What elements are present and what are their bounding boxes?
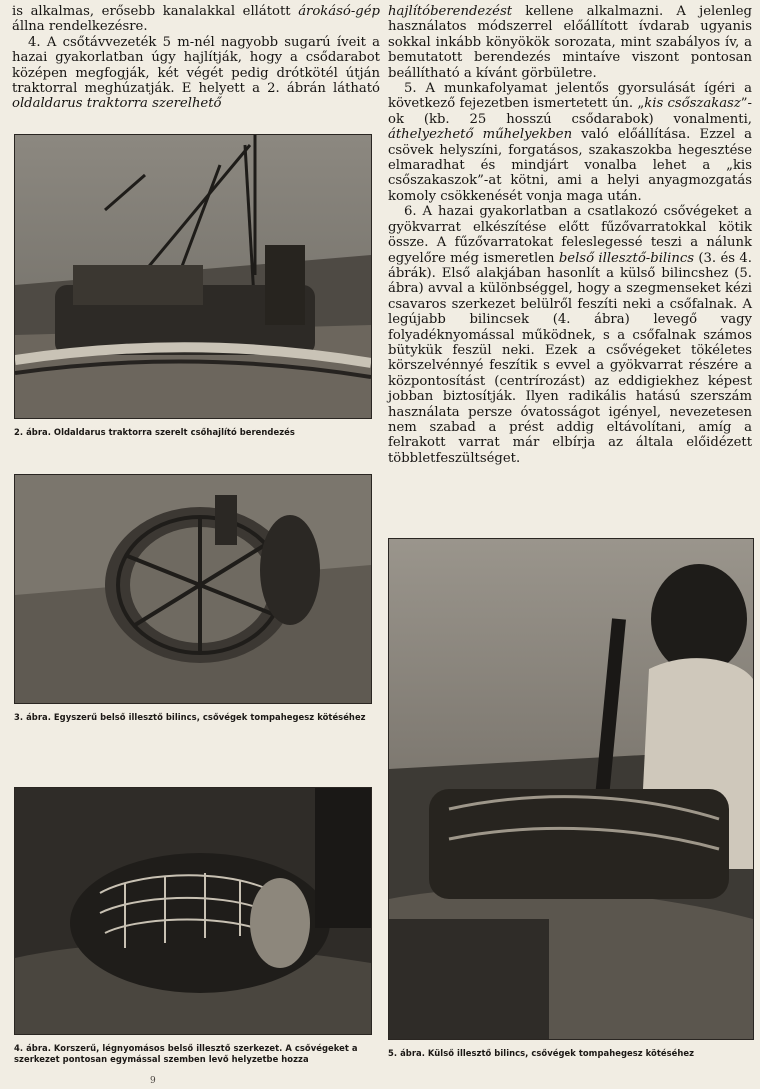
figure-5-caption: 5. ábra. Külső illesztő bilincs, csővégek tompahegesz kötéséhez — [388, 1048, 695, 1058]
paragraph — [12, 35, 380, 112]
page-number: 9 — [150, 1076, 156, 1086]
paragraph — [12, 4, 380, 35]
text-run: 6. A hazai gyakorlatban a csatlakozó csővégeket a gyökvarrat elkészítése előtt fűzővarratokkal kötik össze. A fűzővarratokat feleslegessé teszi a nálunk egyelőre még ismeretlen — [388, 204, 752, 266]
right-column-text — [388, 4, 752, 466]
figure-5-photo — [388, 538, 754, 1040]
figure-4-photo — [14, 787, 372, 1035]
figure-4-caption: 4. ábra. Korszerű, légnyomásos belső illesztő szerkezet. A csővégeket a szerkezet pontosan egymással szemben levő helyzetbe hozza — [14, 1043, 358, 1064]
text-run: 4. A csőtávvezeték 5 m-nél nagyobb sugarú íveit a hazai gyakorlatban úgy hajlítják, hogy a csődarabot középen megfogják, két végét pedig drótkötél útján traktorral meghúzatják. E helyett a 2. ábrán látható — [12, 34, 380, 97]
paragraph — [388, 81, 752, 204]
italic-text: hajlítóberendezést — [388, 4, 513, 19]
figure-5 — [388, 538, 754, 1059]
text-run: való előállítása. Ezzel a csövek helyszíni, forgatásos, szakaszokba hegesztése elmaradhat és mindjárt vonalba lehet a „kis csőszakaszok”-at kötni, ami a helyi anyagmozgatás komoly csökkenését vonja maga után. — [388, 127, 753, 204]
figure-4 — [14, 787, 374, 1064]
italic-text: árokásó-gép — [298, 4, 380, 19]
figure-2-photo — [14, 134, 372, 419]
italic-text: kis csőszakasz — [644, 96, 741, 112]
text-run: ”-ok (kb. 25 hosszú csődarabok) vonalmenti, — [388, 96, 752, 127]
paragraph — [388, 204, 752, 466]
figure-2 — [14, 134, 374, 438]
paragraph — [388, 4, 752, 81]
figure-2-caption: 2. ábra. Oldaldarus traktorra szerelt csőhajlító berendezés — [14, 427, 295, 437]
figure-3-photo — [14, 474, 372, 704]
text-run: (3. és 4. ábrák). Első alakjában hasonlít a külső bilincshez (5. ábra) avval a különbséggel, hogy a szegmenseket kézi csavaros szerkezet belülről feszíti neki a csőfalnak. A legújabb bilincsek (4. ábra) levegő vagy folyadéknyomással működnek, s a csőfalnak számos bütykük feszül neki. Ezek a csővégeket tökéletes körszelvénnyé feszítik s evvel a gyökvarrat részére a központosítást (centrírozást) az eddigiekhez képest jobban biztosítják. Ilyen radikális hatású szerszám használata persze óvatosságot igényel, nevezetesen nem szabad a prést addig eltávolítani, amíg a felrakott varrat már elbírja az általa előidézett többletfeszültséget. — [388, 250, 752, 466]
italic-text: áthelyezhető műhelyekben — [388, 127, 573, 143]
text-run: állna rendelkezésre. — [12, 19, 148, 35]
figure-3 — [14, 474, 374, 723]
text-run: kellene alkalmazni. A jelenleg használatos módszerrel előállított ívdarab ugyanis sokkal inkább könyökök sorozata, mint szabályos ív, a bemutatott berendezés mintaíve viszont pontosan beállítható a kívánt görbületre. — [388, 4, 752, 81]
text-run: 5. A munkafolyamat jelentős gyorsulását ígéri a következő fejezetben ismertetett ún. „ — [388, 81, 752, 112]
left-column-text — [12, 4, 380, 112]
italic-text: oldaldarus traktorra szerelhető — [12, 96, 222, 112]
figure-3-caption: 3. ábra. Egyszerű belső illesztő bilincs, csővégek tompahegesz kötéséhez — [14, 712, 366, 722]
text-run: is alkalmas, erősebb kanalakkal ellátott — [12, 4, 299, 19]
italic-text: belső illesztő-bilincs — [558, 250, 694, 266]
